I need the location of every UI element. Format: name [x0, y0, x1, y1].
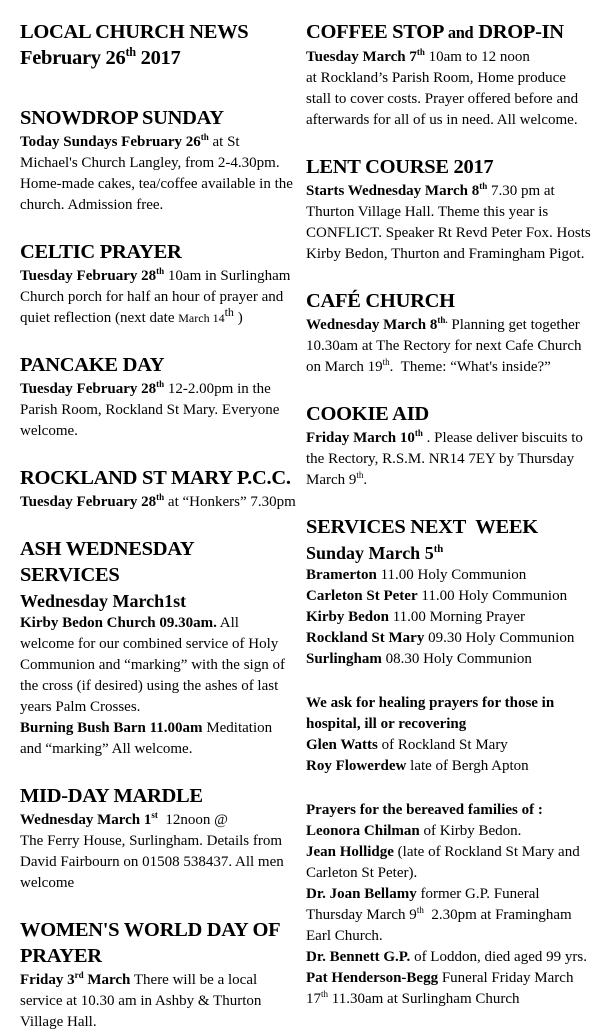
text-run: SNOWDROP SUNDAY	[20, 107, 224, 129]
paragraph	[306, 756, 592, 777]
text-run: CAFÉ CHURCH	[306, 290, 455, 312]
paragraph	[306, 884, 592, 947]
section-subheading	[20, 589, 296, 613]
text-run: DROP-IN	[473, 21, 564, 43]
text-run: Pat Henderson-Begg	[306, 970, 439, 986]
text-run: Bramerton	[306, 567, 377, 583]
section-celtic-prayer	[20, 239, 296, 329]
paragraph	[306, 181, 592, 265]
text-run: Wednesday March1st	[20, 591, 187, 611]
section-heading	[306, 19, 592, 46]
text-run: Friday 3	[20, 972, 75, 988]
section-subheading	[306, 541, 592, 565]
ordinal-superscript: th	[156, 379, 165, 389]
paragraph	[20, 132, 296, 216]
section-heading	[306, 154, 592, 180]
ordinal-superscript: th	[156, 492, 165, 502]
text-run: Wednesday March 8	[306, 317, 438, 333]
text-run: at Rockland’s Parish Room, Home produce stall to cover costs. Prayer offered before and afterwards for all of us in need. All welcome.	[306, 70, 579, 128]
text-run: 11.30am at Surlingham Church	[328, 991, 520, 1007]
section-mid-day-mardle	[20, 783, 296, 894]
paragraph	[20, 266, 296, 329]
text-run: Jean Hollidge	[306, 844, 394, 860]
section-cafe-church	[306, 288, 592, 378]
ordinal-superscript: th	[200, 132, 209, 142]
text-run: 7.30 pm at Thurton Village Hall. Theme this year is CONFLICT. Speaker Rt Revd Peter Fox. Hosts Kirby Bedon, Thurton and Framingham Pigot.	[306, 183, 591, 262]
section-heading	[20, 19, 296, 71]
text-run: Tuesday March 7	[306, 49, 417, 65]
text-run: Surlingham	[306, 651, 382, 667]
text-run: 2017	[135, 47, 181, 69]
text-run: 10am in Surlingham Church porch for half an hour of prayer and quiet reflection (next date	[20, 268, 291, 326]
text-run: Friday March 10	[306, 430, 415, 446]
ordinal-superscript: th	[414, 428, 423, 438]
ordinal-superscript: th.	[437, 315, 448, 325]
text-run: Starts Wednesday March 8	[306, 183, 480, 199]
text-run: and	[447, 23, 474, 42]
section-heading	[20, 536, 296, 588]
paragraph	[20, 492, 296, 513]
text-run: PANCAKE DAY	[20, 354, 165, 376]
text-run: Dr. Joan Bellamy	[306, 886, 417, 902]
text-run: Burning Bush Barn 11.00am	[20, 720, 203, 736]
text-run: )	[233, 310, 243, 326]
text-run: SERVICES NEXT WEEK	[306, 516, 538, 538]
paragraph	[306, 47, 592, 131]
paragraph	[306, 800, 592, 821]
text-run: of Kirby Bedon.	[419, 823, 522, 839]
text-run: March	[83, 972, 131, 988]
section-heading	[306, 514, 592, 540]
text-run: LENT COURSE 2017	[306, 156, 494, 178]
paragraph	[306, 628, 592, 649]
text-run: (late of Rockland St Mary and Carleton St Peter).	[306, 844, 580, 881]
paragraph	[306, 607, 592, 628]
text-run: 08.30 Holy Communion	[381, 651, 532, 667]
section-rockland-st-mary-pcc	[20, 465, 296, 513]
section-healing-prayers	[306, 693, 592, 777]
section-heading	[306, 288, 592, 314]
ordinal-superscript: th	[479, 181, 488, 191]
paragraph	[306, 693, 592, 735]
text-run: 11.00 Morning Prayer	[388, 609, 526, 625]
ordinal-superscript: th	[125, 45, 136, 60]
text-run: Meditation and “marking” All welcome.	[20, 720, 273, 757]
section-ash-wednesday-services	[20, 536, 296, 760]
text-run: Rockland St Mary	[306, 630, 425, 646]
ordinal-superscript: st	[151, 810, 158, 820]
text-run: at “Honkers” 7.30pm	[164, 494, 296, 510]
section-heading	[20, 783, 296, 809]
section-heading	[20, 917, 296, 969]
paragraph	[20, 613, 296, 718]
section-heading	[20, 352, 296, 378]
paragraph	[20, 810, 296, 894]
text-run: ROCKLAND ST MARY P.C.C.	[20, 467, 291, 489]
section-pancake-day	[20, 352, 296, 442]
text-run: of Rockland St Mary	[377, 737, 508, 753]
text-run: COOKIE AID	[306, 403, 429, 425]
text-run: March 14	[178, 311, 225, 325]
section-services-next-week	[306, 514, 592, 670]
ordinal-superscript: th	[433, 543, 444, 555]
text-run: . Theme: “What's inside?”	[389, 359, 551, 375]
text-run: Kirby Bedon Church 09.30am.	[20, 615, 217, 631]
paragraph	[306, 947, 592, 968]
paragraph	[306, 428, 592, 491]
text-run: 12-2.00pm in the Parish Room, Rockland St Mary. Everyone welcome.	[20, 381, 280, 439]
text-run: The Ferry House, Surlingham. Details from David Fairbourn on 01508 538437. All men welcome	[20, 833, 284, 891]
text-run: COFFEE STOP	[306, 21, 448, 43]
text-run: MID-DAY MARDLE	[20, 785, 203, 807]
section-womens-world-day-of-prayer	[20, 917, 296, 1033]
text-run: Wednesday March 1	[20, 812, 152, 828]
text-run: Planning get together 10.30am at The Rectory for next Cafe Church on March 19	[306, 317, 582, 375]
text-run: Tuesday February 28	[20, 381, 157, 397]
paragraph	[306, 586, 592, 607]
ordinal-superscript: th	[382, 357, 390, 367]
column-left	[20, 19, 296, 1030]
paragraph	[306, 735, 592, 756]
section-bereaved-families	[306, 800, 592, 1010]
section-lent-course-2017	[306, 154, 592, 265]
paragraph	[20, 718, 296, 760]
text-run: ASH WEDNESDAY SERVICES	[20, 538, 194, 586]
text-run: Sunday March 5	[306, 543, 434, 563]
text-run: .	[363, 472, 368, 488]
paragraph	[306, 565, 592, 586]
paragraph	[306, 842, 592, 884]
paragraph	[306, 649, 592, 670]
text-run: LOCAL CHURCH NEWS	[20, 21, 249, 43]
text-run: Tuesday February 28	[20, 494, 157, 510]
section-coffee-stop-drop-in	[306, 19, 592, 131]
text-run: Dr. Bennett G.P.	[306, 949, 411, 965]
text-run: Tuesday February 28	[20, 268, 157, 284]
text-run: There will be a local service at 10.30 am in Ashby & Thurton Village Hall.	[20, 972, 262, 1030]
ordinal-superscript: th	[156, 266, 165, 276]
text-run: Roy Flowerdew	[306, 758, 407, 774]
text-run: of Loddon, died aged 99 yrs.	[410, 949, 587, 965]
text-run: 10am to 12 noon	[424, 49, 530, 65]
ordinal-superscript: th	[356, 470, 364, 480]
text-run: 11.00 Holy Communion	[376, 567, 527, 583]
paragraph	[20, 379, 296, 442]
text-run: Prayers for the bereaved families of :	[306, 802, 543, 818]
column-right	[306, 19, 592, 1007]
text-run: CELTIC PRAYER	[20, 241, 182, 263]
section-heading	[306, 401, 592, 427]
text-run: WOMEN'S WORLD DAY OF PRAYER	[20, 919, 280, 967]
ordinal-superscript: th	[224, 305, 234, 319]
text-run: late of Bergh Apton	[406, 758, 529, 774]
ordinal-superscript: rd	[74, 970, 84, 980]
section-snowdrop-sunday	[20, 105, 296, 216]
text-run: Funeral Friday March 17	[306, 970, 574, 1007]
text-run: at St Michael's Church Langley, from 2-4.30pm. Home-made cakes, tea/coffee available in the church. Admission free.	[20, 134, 293, 213]
text-run: . Please deliver biscuits to the Rectory, R.S.M. NR14 7EY by Thursday March 9	[306, 430, 583, 488]
section-local-church-news	[20, 19, 296, 71]
text-run: 12noon @	[157, 812, 228, 828]
section-heading	[20, 105, 296, 131]
section-heading	[20, 239, 296, 265]
text-run: February 26	[20, 47, 126, 69]
text-run: Today Sundays February 26	[20, 134, 201, 150]
text-run: Kirby Bedon	[306, 609, 389, 625]
ordinal-superscript: th	[416, 47, 425, 57]
paragraph	[20, 970, 296, 1033]
text-run: former G.P. Funeral Thursday March 9	[306, 886, 540, 923]
text-run: All welcome for our combined service of Holy Communion and “marking” with the sign of the cross (if desired) using the ashes of last years Palm Crosses.	[20, 615, 285, 715]
text-run: Glen Watts	[306, 737, 378, 753]
section-heading	[20, 465, 296, 491]
paragraph	[306, 315, 592, 378]
text-run: 2.30pm at Framingham Earl Church.	[306, 907, 572, 944]
paragraph	[306, 821, 592, 842]
text-run: We ask for healing prayers for those in hospital, ill or recovering	[306, 695, 555, 732]
section-cookie-aid	[306, 401, 592, 491]
text-run: Carleton St Peter	[306, 588, 418, 604]
paragraph	[306, 968, 592, 1010]
text-run: Leonora Chilman	[306, 823, 420, 839]
ordinal-superscript: th	[321, 989, 329, 999]
text-run: 11.00 Holy Communion	[417, 588, 568, 604]
ordinal-superscript: th	[416, 905, 424, 915]
text-run: 09.30 Holy Communion	[424, 630, 575, 646]
